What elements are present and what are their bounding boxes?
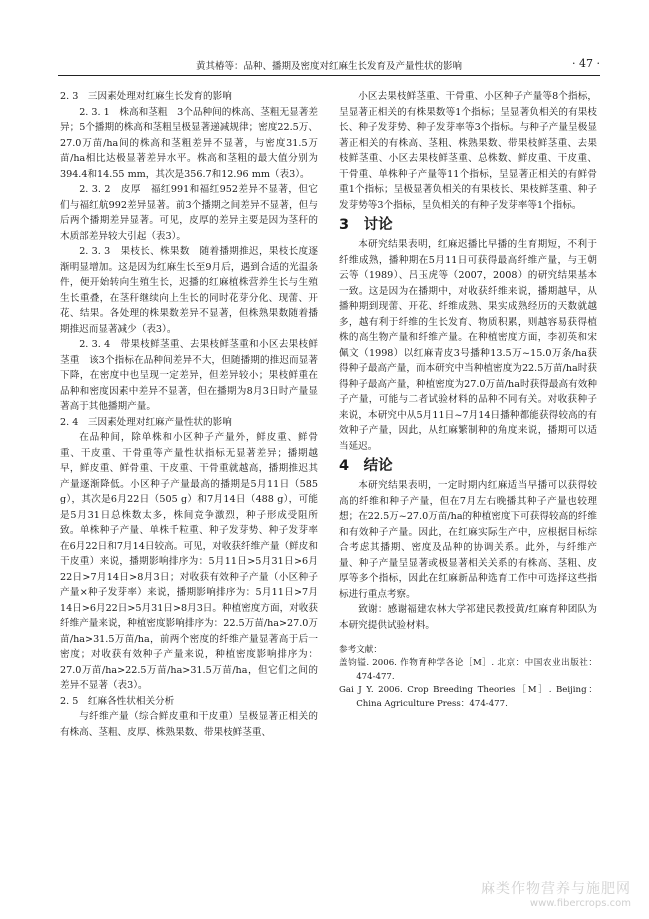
paragraph: 2. 3. 2 皮厚 福红991和福红952差异不显著，但它们与福红航992差异显著。前3个播期之间差异不显著，但与后两个播期差异显著。可见，皮厚的差异主要是因为茎秆的木质部差异较大引起（表3）。 — [60, 184, 318, 242]
subsection-heading: 2. 4 三因素处理对红麻产量性状的影响 — [60, 416, 232, 428]
paragraph: 2. 3. 4 带果枝鲜茎重、去果枝鲜茎重和小区去果枝鲜茎重 该3个指标在品种间差异不大，但随播期的推迟而显著下降，在密度中也呈现一定差异，但差异较小；果枝鲜重在品种和密度因素中差异不显著，但在播期为8月3日时产量显著高于其他播期产量。 — [60, 339, 318, 412]
subsection-heading: 2. 5 红麻各性状相关分析 — [60, 695, 175, 707]
reference-item: 盖钧镒. 2006. 作物育种学各论［M］. 北京：中国农业出版社：474-477. — [339, 658, 597, 682]
reference-item: Gai J Y. 2006. Crop Breeding Theories［M］. Beijing：China Agriculture Press：474-477. — [339, 685, 597, 709]
paragraph: 在品种间，除单株和小区种子产量外，鲜皮重、鲜骨重、干皮重、干骨重等产量性状指标无显著差异；播期越早，鲜皮重、鲜骨重、干皮重、干骨重就越高，播期推迟其产量逐渐降低。小区种子产量最高的播期是5月11日（585 g），其次是6月22日（505 g）和7月14日（488 g），可能是5月31日总株数太多，株间竞争激烈，种子形成受阻所致。单株种子产量、单株千粒重、种子发芽势、种子发芽率在6月22日和7月14日较高。可见，对收获纤维产量（鲜皮和干皮重）来说，播期影响排序为：5月11日>5月31日>6月22日>7月14日>8月3日；对收获有效种子产量（小区种子产量×种子发芽率）来说，播期影响排序为：5月11日>7月14日>6月22日>5月31日>8月3日。种植密度方面，对收获纤维产量来说，种植密度影响排序为：22.5万苗/ha>27.0万苗/ha>31.5万苗/ha，前两个密度的纤维产量显著高于后一密度；对收获有效种子产量来说，种植密度影响排序为：27.0万苗/ha>22.5万苗/ha>31.5万苗/ha，但它们之间的差异不显著（表3）。 — [60, 432, 318, 691]
references-heading: 参考文献： — [339, 645, 382, 655]
running-title: 黄其椿等：品种、播期及密度对红麻生长发育及产量性状的影响 — [195, 61, 462, 72]
watermark-title: 麻类作物营养与施肥网 — [481, 881, 631, 897]
section-heading: 3 讨论 — [339, 217, 393, 233]
page-number: · 47 · — [572, 57, 600, 70]
paragraph: 2. 3. 3 果枝长、株果数 随着播期推迟，果枝长度逐渐明显增加。这是因为红麻生长至9月后，遇到合适的光温条件，便开始转向生殖生长，迟播的红麻植株营养生长与生殖生长重叠，在茎秆继续向上生长的同时花芽分化、现蕾、开花、结果。各处理的株果数差异不显著，但株熟果数随着播期推迟而显著减少（表3）。 — [60, 246, 318, 335]
paragraph: 本研究结果表明，红麻迟播比早播的生育期短，不利于纤维成熟，播种期在5月11日可获得最高纤维产量，与王朝云等（1989）、吕玉虎等（2007，2008）的研究结果基本一致。这是因为在播期中，对收获纤维来说，播期越早，从播种期到现蕾、开花、纤维成熟、果实成熟经历的天数就越多，越有利于纤维的生长发育、物质积累，则越容易获得植株的高生物产量和纤维产量。在种植密度方面，李初英和宋佩文（1998）以红麻青皮3号播种13.5万~15.0万条/ha获得种子最高产量，而本研究中当种植密度为22.5万苗/ha时获得种子最高产量，种植密度为27.0万苗/ha时获得最高有效种子产量，可能与二者试验材料的品种不同有关。对收获种子来说，本研究中从5月11日~7月14日播种都能获得较高的有效种子产量，因此，从红麻繁制种的角度来说，播期可以适当延迟。 — [339, 239, 597, 452]
paragraph: 2. 3. 1 株高和茎粗 3个品种间的株高、茎粗无显著差异；5个播期的株高和茎粗呈极显著递减规律；密度22.5万、27.0万苗/ha间的株高和茎粗差异不显著，与密度31.5万苗/ha相比达极显著差异水平。株高和茎粗的最大值分别为394.4和14.55 mm，其次是356.7和12.96 mm（表3）。 — [60, 106, 318, 180]
running-header — [58, 56, 600, 74]
section-heading: 4 结论 — [339, 458, 393, 474]
subsection-heading: 2. 3 三因素处理对红麻生长发育的影响 — [60, 91, 232, 102]
watermark — [481, 878, 631, 909]
paragraph: 小区去果枝鲜茎重、干骨重、小区种子产量等8个指标，呈显著正相关的有株果数等1个指标；呈显著负相关的有果枝长、种子发芽势、种子发芽率等3个指标。与种子产量呈极显著正相关的有株高、茎粗、株熟果数、带果枝鲜茎重、去果枝鲜茎重、小区去果枝鲜茎重、总株数、鲜皮重、干皮重、干骨重、单株种子产量等11个指标，呈显著正相关的有鲜骨重1个指标；呈极显著负相关的有果枝长、果枝鲜茎重、种子发芽势等3个指标，呈负相关的有种子发芽率等1个指标。 — [339, 91, 597, 211]
header-rule — [58, 75, 600, 76]
paragraph: 与纤维产量（综合鲜皮重和干皮重）呈极显著正相关的有株高、茎粗、皮厚、株熟果数、带果枝鲜茎重、 — [60, 711, 318, 738]
watermark-url: www.fibercrops.com — [529, 898, 631, 909]
paragraph: 本研究结果表明，一定时期内红麻适当早播可以获得较高的纤维和种子产量，但在7月左右晚播其种子产量也较理想；在22.5万~27.0万苗/ha的种植密度下可获得较高的纤维和有效种子产量。因此，在红麻实际生产中，应根据目标综合考虑其播期、密度及品种的协调关系。此外，与纤维产量、种子产量呈显著或极显著相关关系的有株高、茎粗、皮厚等多个指标，因此在红麻新品种选育工作中可选择这些指标进行重点考察。 — [339, 480, 597, 600]
left-column — [60, 89, 318, 740]
right-column — [339, 89, 597, 711]
paragraph: 致谢：感谢福建农林大学祁建民教授黄/红麻育种团队为本研究提供试验材料。 — [339, 604, 597, 631]
